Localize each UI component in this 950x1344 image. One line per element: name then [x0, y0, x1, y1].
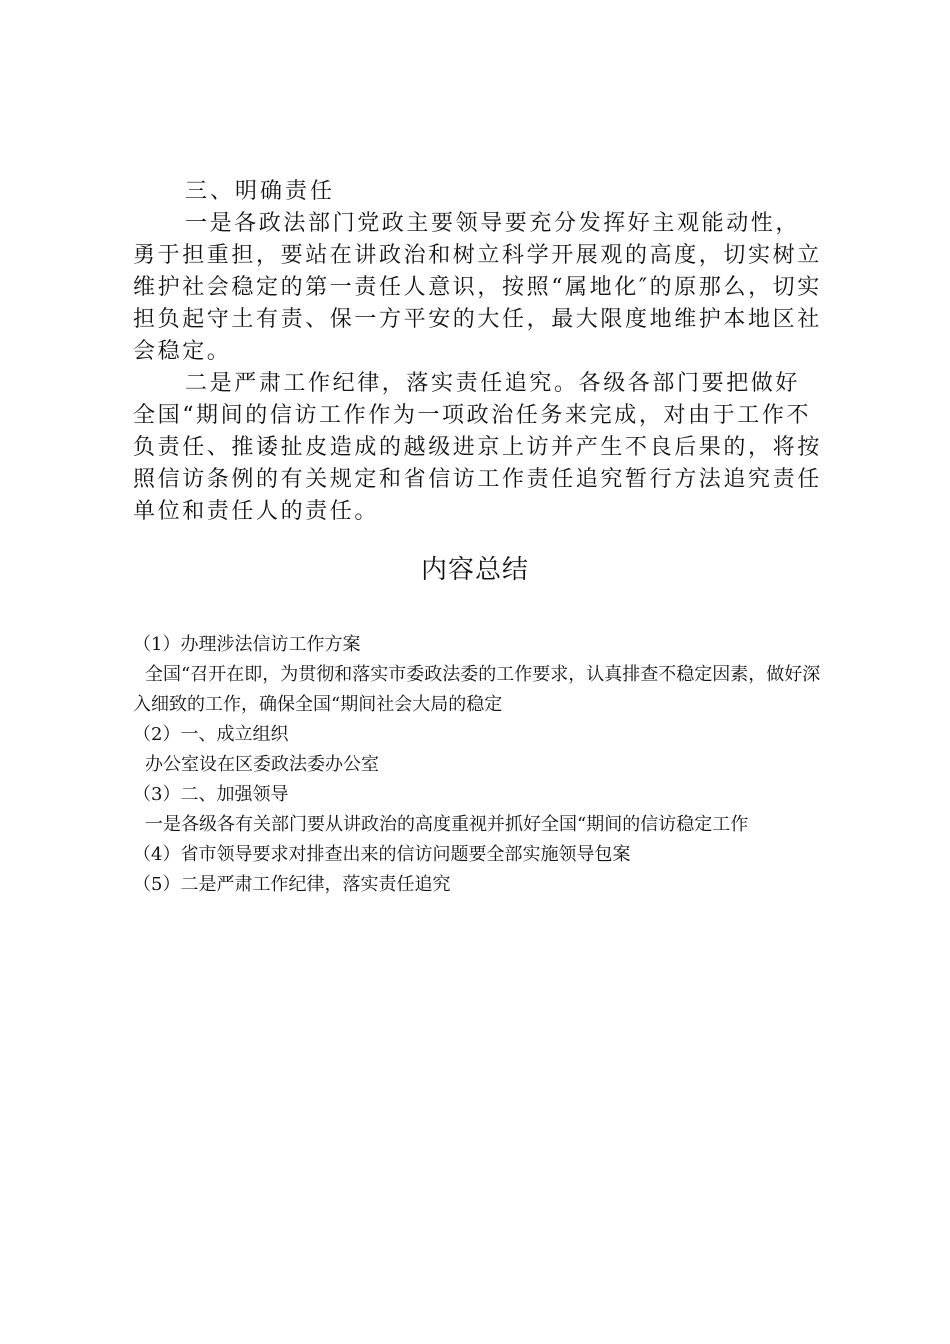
body-paragraph: 二是严肃工作纪律，落实责任追究。各级各部门要把做好全国“期间的信访工作作为一项政治任务来完成，对由于工作不负责任、推诿扯皮造成的越级进京上访并产生不良后果的，将按照信访条例的有关规定和省信访工作责任追究暂行方法追究责任单位和责任人的责任。: [133, 371, 822, 524]
summary-item: [133, 780, 833, 840]
summary-item: [133, 630, 833, 720]
summary-item: [133, 720, 833, 780]
summary-item-title: （2）一、成立组织: [133, 724, 289, 745]
summary-item-body: 一是各级各有关部门要从讲政治的高度重视并抓好全国“期间的信访稳定工作: [145, 814, 749, 835]
summary-item: [133, 870, 833, 900]
summary-item-title: （4）省市领导要求对排查出来的信访问题要全部实施领导包案: [133, 844, 631, 865]
body-paragraph: 一是各政法部门党政主要领导要充分发挥好主观能动性，勇于担重担，要站在讲政治和树立科学开展观的高度，切实树立维护社会稳定的第一责任人意识，按照“属地化″的原那么，切实担负起守土有责、保一方平安的大任，最大限度地维护本地区社会稳定。: [133, 211, 822, 364]
summary-item-body: 办公室设在区委政法委办公室: [145, 754, 379, 775]
summary-item-body: 全国“召开在即，为贯彻和落实市委政法委的工作要求，认真排查不稳定因素，做好深入细致的工作，确保全国“期间社会大局的稳定: [133, 664, 821, 715]
summary-item-title: （1）办理涉法信访工作方案: [133, 634, 361, 655]
section-heading: 三、明确责任: [185, 179, 336, 204]
summary-item: [133, 840, 833, 870]
summary-item-title: （3）二、加强领导: [133, 784, 289, 805]
summary-list: [133, 630, 833, 900]
summary-item-title: （5）二是严肃工作纪律，落实责任追究: [133, 874, 451, 895]
summary-title: 内容总结: [420, 555, 529, 585]
